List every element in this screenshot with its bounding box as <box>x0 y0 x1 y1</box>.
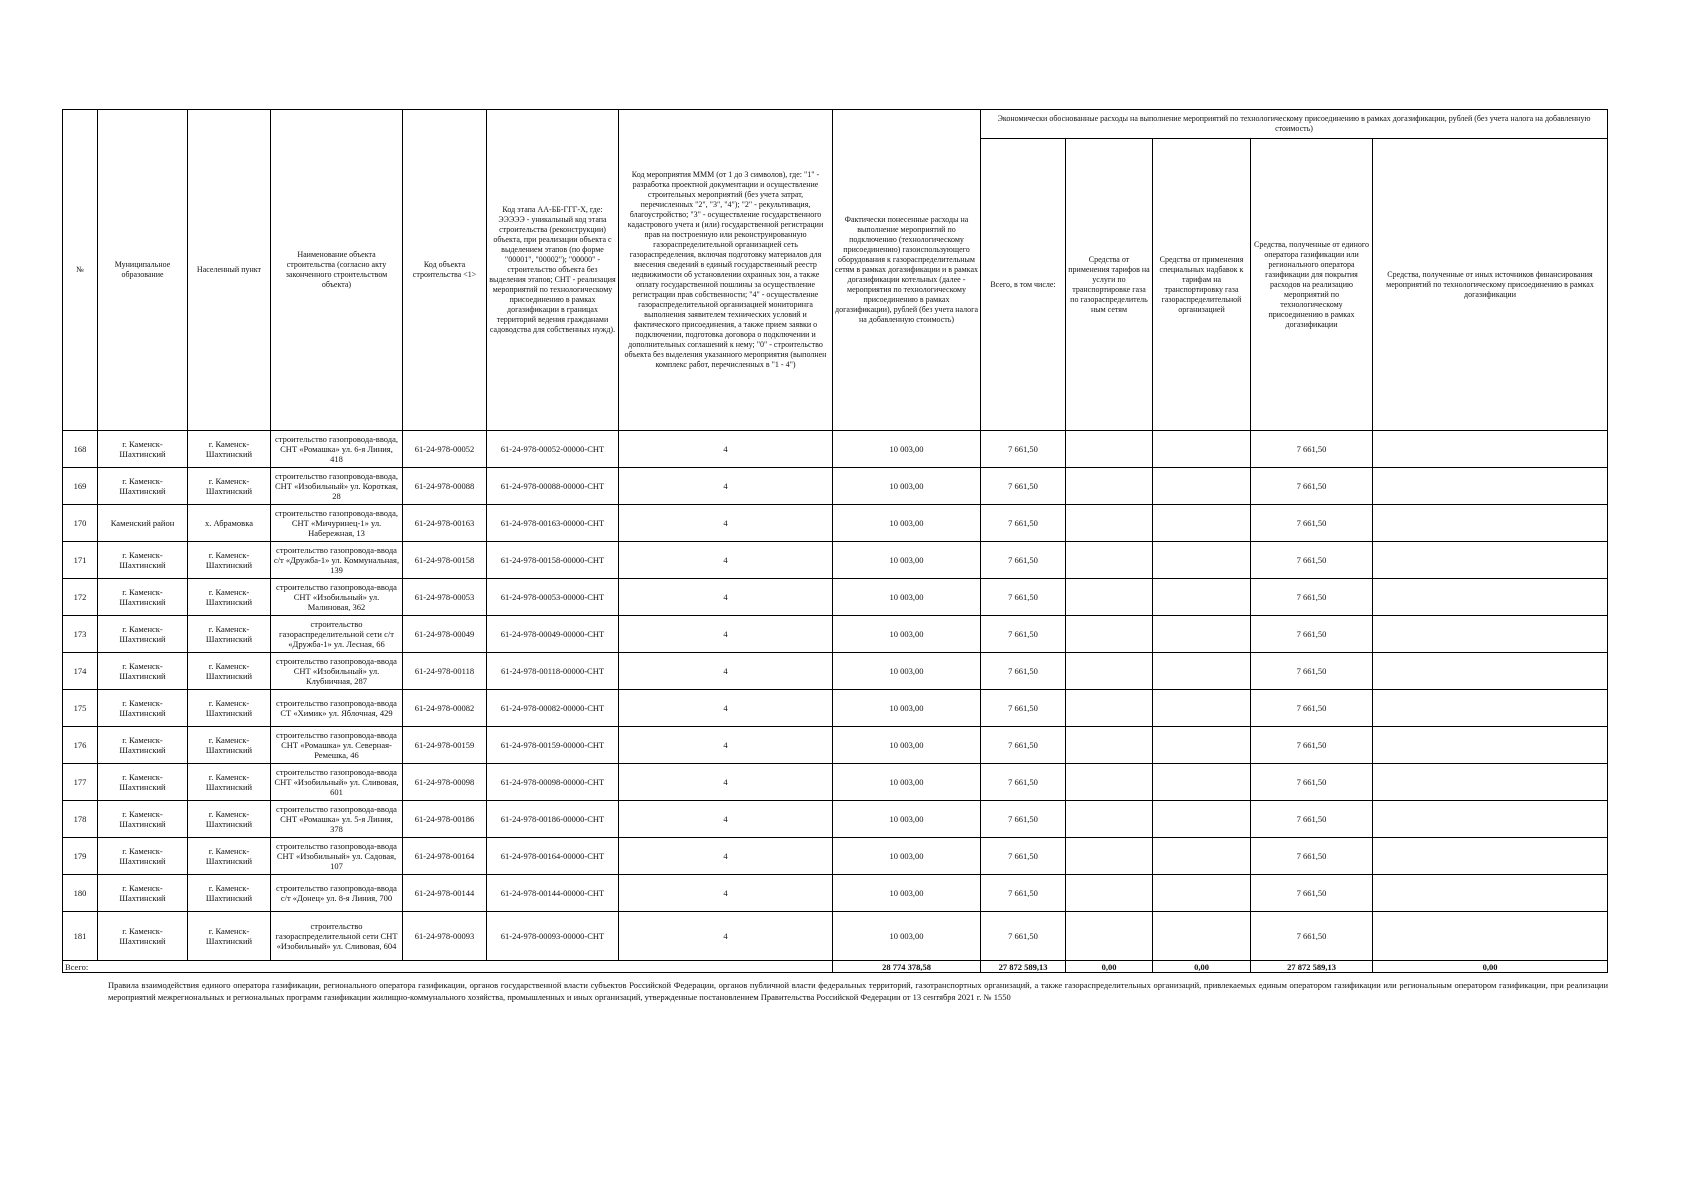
cell-num: 177 <box>63 764 98 801</box>
table-row <box>63 690 1608 727</box>
cell-total: 7 661,50 <box>981 616 1066 653</box>
cell-num: 168 <box>63 431 98 468</box>
cell-event-code: 4 <box>619 505 833 542</box>
table-row <box>63 505 1608 542</box>
cell-municipality: г. Каменск-Шахтинский <box>98 801 188 838</box>
header-total-incl: Всего, в том числе: <box>981 139 1066 431</box>
cell-other <box>1373 801 1608 838</box>
cell-operator: 7 661,50 <box>1251 616 1373 653</box>
cell-settlement: г. Каменск-Шахтинский <box>188 690 271 727</box>
cell-actual-costs: 10 003,00 <box>833 764 981 801</box>
cell-stage-code: 61-24-978-00098-00000-СНТ <box>487 764 619 801</box>
header-settlement: Населенный пункт <box>188 110 271 431</box>
table-row <box>63 431 1608 468</box>
cell-markup <box>1153 801 1251 838</box>
cell-markup <box>1153 542 1251 579</box>
cell-actual-costs: 10 003,00 <box>833 579 981 616</box>
cell-tariff <box>1066 616 1153 653</box>
cell-object-code: 61-24-978-00082 <box>403 690 487 727</box>
cell-operator: 7 661,50 <box>1251 505 1373 542</box>
cell-operator: 7 661,50 <box>1251 764 1373 801</box>
cell-settlement: г. Каменск-Шахтинский <box>188 912 271 961</box>
cell-object-code: 61-24-978-00164 <box>403 838 487 875</box>
cell-operator: 7 661,50 <box>1251 468 1373 505</box>
cell-tariff <box>1066 727 1153 764</box>
cell-other <box>1373 505 1608 542</box>
cell-municipality: г. Каменск-Шахтинский <box>98 764 188 801</box>
cell-other <box>1373 838 1608 875</box>
cell-total: 7 661,50 <box>981 431 1066 468</box>
totals-tariff: 0,00 <box>1066 961 1153 973</box>
cell-other <box>1373 727 1608 764</box>
cell-settlement: г. Каменск-Шахтинский <box>188 616 271 653</box>
cell-event-code: 4 <box>619 838 833 875</box>
cell-tariff <box>1066 875 1153 912</box>
cell-markup <box>1153 690 1251 727</box>
cell-other <box>1373 912 1608 961</box>
cell-event-code: 4 <box>619 764 833 801</box>
cell-operator: 7 661,50 <box>1251 875 1373 912</box>
cell-municipality: г. Каменск-Шахтинский <box>98 542 188 579</box>
cell-actual-costs: 10 003,00 <box>833 838 981 875</box>
cell-markup <box>1153 875 1251 912</box>
cell-tariff <box>1066 912 1153 961</box>
table-header <box>63 110 1608 431</box>
cell-object-code: 61-24-978-00159 <box>403 727 487 764</box>
header-stage-code: Код этапа АА-ББ-ГГГ-Х, где: ЭЭЭЭЭ - уникальный код этапа строительства (реконструкции) объекта, при реализации объекта с выделением этапов (по форме "00001", "00002"); "00000" - строительство объекта без выделения этапов; СНТ - реализация мероприятий по технологическому присоединению в рамках догазификации в границах территорий ведения гражданами садоводства для собственных нужд). <box>487 110 619 431</box>
table-row <box>63 579 1608 616</box>
cell-markup <box>1153 468 1251 505</box>
cell-num: 179 <box>63 838 98 875</box>
cell-tariff <box>1066 801 1153 838</box>
table-row <box>63 912 1608 961</box>
cell-markup <box>1153 727 1251 764</box>
table-row <box>63 875 1608 912</box>
table-row <box>63 616 1608 653</box>
cell-stage-code: 61-24-978-00049-00000-СНТ <box>487 616 619 653</box>
cell-tariff <box>1066 653 1153 690</box>
cell-other <box>1373 542 1608 579</box>
cell-operator: 7 661,50 <box>1251 653 1373 690</box>
cell-operator: 7 661,50 <box>1251 579 1373 616</box>
cell-other <box>1373 431 1608 468</box>
cell-actual-costs: 10 003,00 <box>833 616 981 653</box>
cell-object-name: строительство газораспределительной сети с/т «Дружба-1» ул. Лесная, 66 <box>271 616 403 653</box>
cell-settlement: х. Абрамовка <box>188 505 271 542</box>
cell-stage-code: 61-24-978-00144-00000-СНТ <box>487 875 619 912</box>
totals-label: Всего: <box>63 961 833 973</box>
cell-num: 180 <box>63 875 98 912</box>
table-row <box>63 838 1608 875</box>
cell-municipality: г. Каменск-Шахтинский <box>98 616 188 653</box>
cell-stage-code: 61-24-978-00186-00000-СНТ <box>487 801 619 838</box>
cell-tariff <box>1066 838 1153 875</box>
totals-other: 0,00 <box>1373 961 1608 973</box>
cell-other <box>1373 690 1608 727</box>
cell-object-name: строительство газопровода-ввода СНТ «Ромашка» ул. Северная-Ремешка, 46 <box>271 727 403 764</box>
cell-stage-code: 61-24-978-00088-00000-СНТ <box>487 468 619 505</box>
cell-event-code: 4 <box>619 727 833 764</box>
cell-municipality: Каменский район <box>98 505 188 542</box>
cell-markup <box>1153 505 1251 542</box>
header-special-markups: Средства от применения специальных надбавок к тарифам на транспортировку газа газораспределительной организацией <box>1153 139 1251 431</box>
cell-actual-costs: 10 003,00 <box>833 653 981 690</box>
cell-object-name: строительство газопровода-ввода СТ «Химик» ул. Яблочная, 429 <box>271 690 403 727</box>
cell-object-name: строительство газопровода-ввода СНТ «Изобильный» ул. Малиновая, 362 <box>271 579 403 616</box>
gasification-table <box>62 109 1608 973</box>
cell-settlement: г. Каменск-Шахтинский <box>188 727 271 764</box>
table-row <box>63 542 1608 579</box>
cell-markup <box>1153 653 1251 690</box>
cell-stage-code: 61-24-978-00158-00000-СНТ <box>487 542 619 579</box>
cell-markup <box>1153 616 1251 653</box>
cell-tariff <box>1066 542 1153 579</box>
cell-total: 7 661,50 <box>981 468 1066 505</box>
header-actual-costs: Фактически понесенные расходы на выполнение мероприятий по подключению (технологическому присоединению) газоиспользующего оборудования к газораспределительным сетям в рамках догазификации и в рамках догазификации котельных (далее - мероприятия по технологическому присоединению в рамках догазификации), рублей (без учета налога на добавленную стоимость) <box>833 110 981 431</box>
cell-object-code: 61-24-978-00052 <box>403 431 487 468</box>
cell-actual-costs: 10 003,00 <box>833 690 981 727</box>
header-object-code: Код объекта строительства <1> <box>403 110 487 431</box>
cell-total: 7 661,50 <box>981 542 1066 579</box>
cell-stage-code: 61-24-978-00163-00000-СНТ <box>487 505 619 542</box>
header-other-sources: Средства, полученные от иных источников финансирования мероприятий по технологическому присоединению в рамках догазификации <box>1373 139 1608 431</box>
header-num: № <box>63 110 98 431</box>
report-sheet <box>62 109 1607 973</box>
cell-object-code: 61-24-978-00053 <box>403 579 487 616</box>
table-body <box>63 431 1608 961</box>
cell-settlement: г. Каменск-Шахтинский <box>188 579 271 616</box>
cell-object-code: 61-24-978-00098 <box>403 764 487 801</box>
cell-stage-code: 61-24-978-00093-00000-СНТ <box>487 912 619 961</box>
cell-operator: 7 661,50 <box>1251 838 1373 875</box>
cell-total: 7 661,50 <box>981 653 1066 690</box>
cell-stage-code: 61-24-978-00082-00000-СНТ <box>487 690 619 727</box>
cell-total: 7 661,50 <box>981 912 1066 961</box>
cell-num: 174 <box>63 653 98 690</box>
cell-object-name: строительство газопровода-ввода СНТ «Изобильный» ул. Сливовая, 601 <box>271 764 403 801</box>
cell-operator: 7 661,50 <box>1251 431 1373 468</box>
cell-tariff <box>1066 468 1153 505</box>
totals-row <box>63 961 1608 973</box>
header-municipality: Муниципальное образование <box>98 110 188 431</box>
header-single-operator: Средства, полученные от единого оператора газификации или регионального оператора газификации для покрытия расходов на реализацию мероприятий по технологическому присоединению в рамках догазификации <box>1251 139 1373 431</box>
cell-num: 169 <box>63 468 98 505</box>
cell-municipality: г. Каменск-Шахтинский <box>98 690 188 727</box>
cell-num: 173 <box>63 616 98 653</box>
cell-municipality: г. Каменск-Шахтинский <box>98 431 188 468</box>
cell-settlement: г. Каменск-Шахтинский <box>188 764 271 801</box>
cell-other <box>1373 875 1608 912</box>
cell-municipality: г. Каменск-Шахтинский <box>98 912 188 961</box>
cell-total: 7 661,50 <box>981 579 1066 616</box>
cell-tariff <box>1066 579 1153 616</box>
cell-object-name: строительство газопровода-ввода с/т «Дружба-1» ул. Коммунальная, 139 <box>271 542 403 579</box>
cell-event-code: 4 <box>619 912 833 961</box>
cell-markup <box>1153 838 1251 875</box>
cell-settlement: г. Каменск-Шахтинский <box>188 801 271 838</box>
totals-operator: 27 872 589,13 <box>1251 961 1373 973</box>
cell-object-name: строительство газопровода-ввода СНТ «Ромашка» ул. 5-я Линия, 378 <box>271 801 403 838</box>
cell-other <box>1373 579 1608 616</box>
cell-actual-costs: 10 003,00 <box>833 468 981 505</box>
cell-actual-costs: 10 003,00 <box>833 431 981 468</box>
cell-object-name: строительство газопровода-ввода, СНТ «Изобильный» ул. Короткая, 28 <box>271 468 403 505</box>
cell-actual-costs: 10 003,00 <box>833 875 981 912</box>
cell-num: 181 <box>63 912 98 961</box>
cell-num: 176 <box>63 727 98 764</box>
cell-num: 172 <box>63 579 98 616</box>
cell-settlement: г. Каменск-Шахтинский <box>188 431 271 468</box>
cell-municipality: г. Каменск-Шахтинский <box>98 875 188 912</box>
cell-stage-code: 61-24-978-00159-00000-СНТ <box>487 727 619 764</box>
cell-event-code: 4 <box>619 875 833 912</box>
cell-municipality: г. Каменск-Шахтинский <box>98 727 188 764</box>
cell-tariff <box>1066 431 1153 468</box>
cell-municipality: г. Каменск-Шахтинский <box>98 579 188 616</box>
cell-stage-code: 61-24-978-00164-00000-СНТ <box>487 838 619 875</box>
cell-markup <box>1153 431 1251 468</box>
cell-markup <box>1153 912 1251 961</box>
cell-tariff <box>1066 690 1153 727</box>
cell-object-code: 61-24-978-00186 <box>403 801 487 838</box>
cell-object-code: 61-24-978-00163 <box>403 505 487 542</box>
cell-total: 7 661,50 <box>981 727 1066 764</box>
cell-operator: 7 661,50 <box>1251 690 1373 727</box>
header-event-code: Код мероприятия ММM (от 1 до 3 символов), где: "1" - разработка проектной документации и осуществление строительных мероприятий (без учета затрат, перечисленных "2", "3", "4"); "2" - рекультивация, благоустройство; "3" - осуществление государственного кадастрового учета и (или) государственной регистрации прав на построенную или реконструированную газораспределительной организацией сеть газораспределения, включая подготовку материалов для внесения сведений в единый государственный реестр недвижимости об установлении охранных зон, а также оплату государственной пошлины за осуществление регистрации прав собственности; "4" - осуществление газораспределительной организацией мониторинга выполнения заявителем технических условий и фактического присоединения, а также прием заявки о подключении, подготовка договора о подключении и дополнительных соглашений к нему; "0" - строительство объекта без выделения указанного мероприятия (выполнен комплекс работ, перечисленных в "1 - 4") <box>619 110 833 431</box>
cell-stage-code: 61-24-978-00118-00000-СНТ <box>487 653 619 690</box>
cell-object-code: 61-24-978-00088 <box>403 468 487 505</box>
cell-stage-code: 61-24-978-00052-00000-СНТ <box>487 431 619 468</box>
cell-settlement: г. Каменск-Шахтинский <box>188 542 271 579</box>
cell-event-code: 4 <box>619 801 833 838</box>
cell-total: 7 661,50 <box>981 764 1066 801</box>
totals-actual: 28 774 378,58 <box>833 961 981 973</box>
header-economic-costs-group: Экономически обоснованные расходы на выполнение мероприятий по технологическому присоединению в рамках догазификации, рублей (без учета налога на добавленную стоимость) <box>981 110 1608 139</box>
cell-operator: 7 661,50 <box>1251 801 1373 838</box>
cell-num: 170 <box>63 505 98 542</box>
cell-object-name: строительство газораспределительной сети СНТ «Изобильный» ул. Сливовая, 604 <box>271 912 403 961</box>
cell-settlement: г. Каменск-Шахтинский <box>188 653 271 690</box>
cell-total: 7 661,50 <box>981 875 1066 912</box>
cell-other <box>1373 764 1608 801</box>
cell-total: 7 661,50 <box>981 838 1066 875</box>
cell-object-name: строительство газопровода-ввода СНТ «Изобильный» ул. Садовая, 107 <box>271 838 403 875</box>
cell-total: 7 661,50 <box>981 690 1066 727</box>
header-object-name: Наименование объекта строительства (согласно акту законченного строительством объекта) <box>271 110 403 431</box>
cell-object-name: строительство газопровода-ввода с/т «Донец» ул. 8-я Линия, 700 <box>271 875 403 912</box>
cell-municipality: г. Каменск-Шахтинский <box>98 468 188 505</box>
table-row <box>63 801 1608 838</box>
table-row <box>63 727 1608 764</box>
cell-num: 178 <box>63 801 98 838</box>
cell-num: 171 <box>63 542 98 579</box>
cell-tariff <box>1066 505 1153 542</box>
totals-total: 27 872 589,13 <box>981 961 1066 973</box>
totals-markup: 0,00 <box>1153 961 1251 973</box>
table-row <box>63 764 1608 801</box>
cell-num: 175 <box>63 690 98 727</box>
cell-operator: 7 661,50 <box>1251 727 1373 764</box>
cell-object-code: 61-24-978-00144 <box>403 875 487 912</box>
cell-object-code: 61-24-978-00118 <box>403 653 487 690</box>
cell-object-name: строительство газопровода-ввода, СНТ «Мичуринец-1» ул. Набережная, 13 <box>271 505 403 542</box>
cell-event-code: 4 <box>619 690 833 727</box>
cell-municipality: г. Каменск-Шахтинский <box>98 653 188 690</box>
cell-actual-costs: 10 003,00 <box>833 727 981 764</box>
cell-markup <box>1153 764 1251 801</box>
cell-event-code: 4 <box>619 653 833 690</box>
cell-event-code: 4 <box>619 542 833 579</box>
cell-stage-code: 61-24-978-00053-00000-СНТ <box>487 579 619 616</box>
cell-object-code: 61-24-978-00049 <box>403 616 487 653</box>
cell-event-code: 4 <box>619 579 833 616</box>
table-row <box>63 468 1608 505</box>
footnote: Правила взаимодействия единого оператора газификации, регионального оператора газификации, органов государственной власти субъектов Российской Федерации, органов публичной власти федеральных территорий, газотранспортных организаций, а также газораспределительных организаций, привлекаемых единым оператором газификации или региональным оператором газификации, при реализации мероприятий межрегиональных и региональных программ газификации жилищно-коммунального хозяйства, промышленных и иных организаций, утвержденные постановлением Правительства Российской Федерации от 13 сентября 2021 г. № 1550 <box>108 980 1608 1002</box>
cell-other <box>1373 653 1608 690</box>
cell-markup <box>1153 579 1251 616</box>
cell-settlement: г. Каменск-Шахтинский <box>188 838 271 875</box>
cell-actual-costs: 10 003,00 <box>833 912 981 961</box>
cell-settlement: г. Каменск-Шахтинский <box>188 468 271 505</box>
cell-other <box>1373 616 1608 653</box>
cell-total: 7 661,50 <box>981 801 1066 838</box>
cell-total: 7 661,50 <box>981 505 1066 542</box>
cell-object-name: строительство газопровода-ввода, СНТ «Ромашка» ул. 6-я Линия, 418 <box>271 431 403 468</box>
cell-object-code: 61-24-978-00093 <box>403 912 487 961</box>
cell-other <box>1373 468 1608 505</box>
cell-settlement: г. Каменск-Шахтинский <box>188 875 271 912</box>
cell-operator: 7 661,50 <box>1251 542 1373 579</box>
header-tariff-transport: Средства от применения тарифов на услуги по транспортировке газа по газораспределитель ным сетям <box>1066 139 1153 431</box>
cell-object-code: 61-24-978-00158 <box>403 542 487 579</box>
cell-event-code: 4 <box>619 431 833 468</box>
cell-municipality: г. Каменск-Шахтинский <box>98 838 188 875</box>
cell-operator: 7 661,50 <box>1251 912 1373 961</box>
cell-event-code: 4 <box>619 616 833 653</box>
cell-actual-costs: 10 003,00 <box>833 801 981 838</box>
cell-tariff <box>1066 764 1153 801</box>
table-row <box>63 653 1608 690</box>
cell-object-name: строительство газопровода-ввода СНТ «Изобильный» ул. Клубничная, 287 <box>271 653 403 690</box>
cell-actual-costs: 10 003,00 <box>833 542 981 579</box>
cell-event-code: 4 <box>619 468 833 505</box>
cell-actual-costs: 10 003,00 <box>833 505 981 542</box>
